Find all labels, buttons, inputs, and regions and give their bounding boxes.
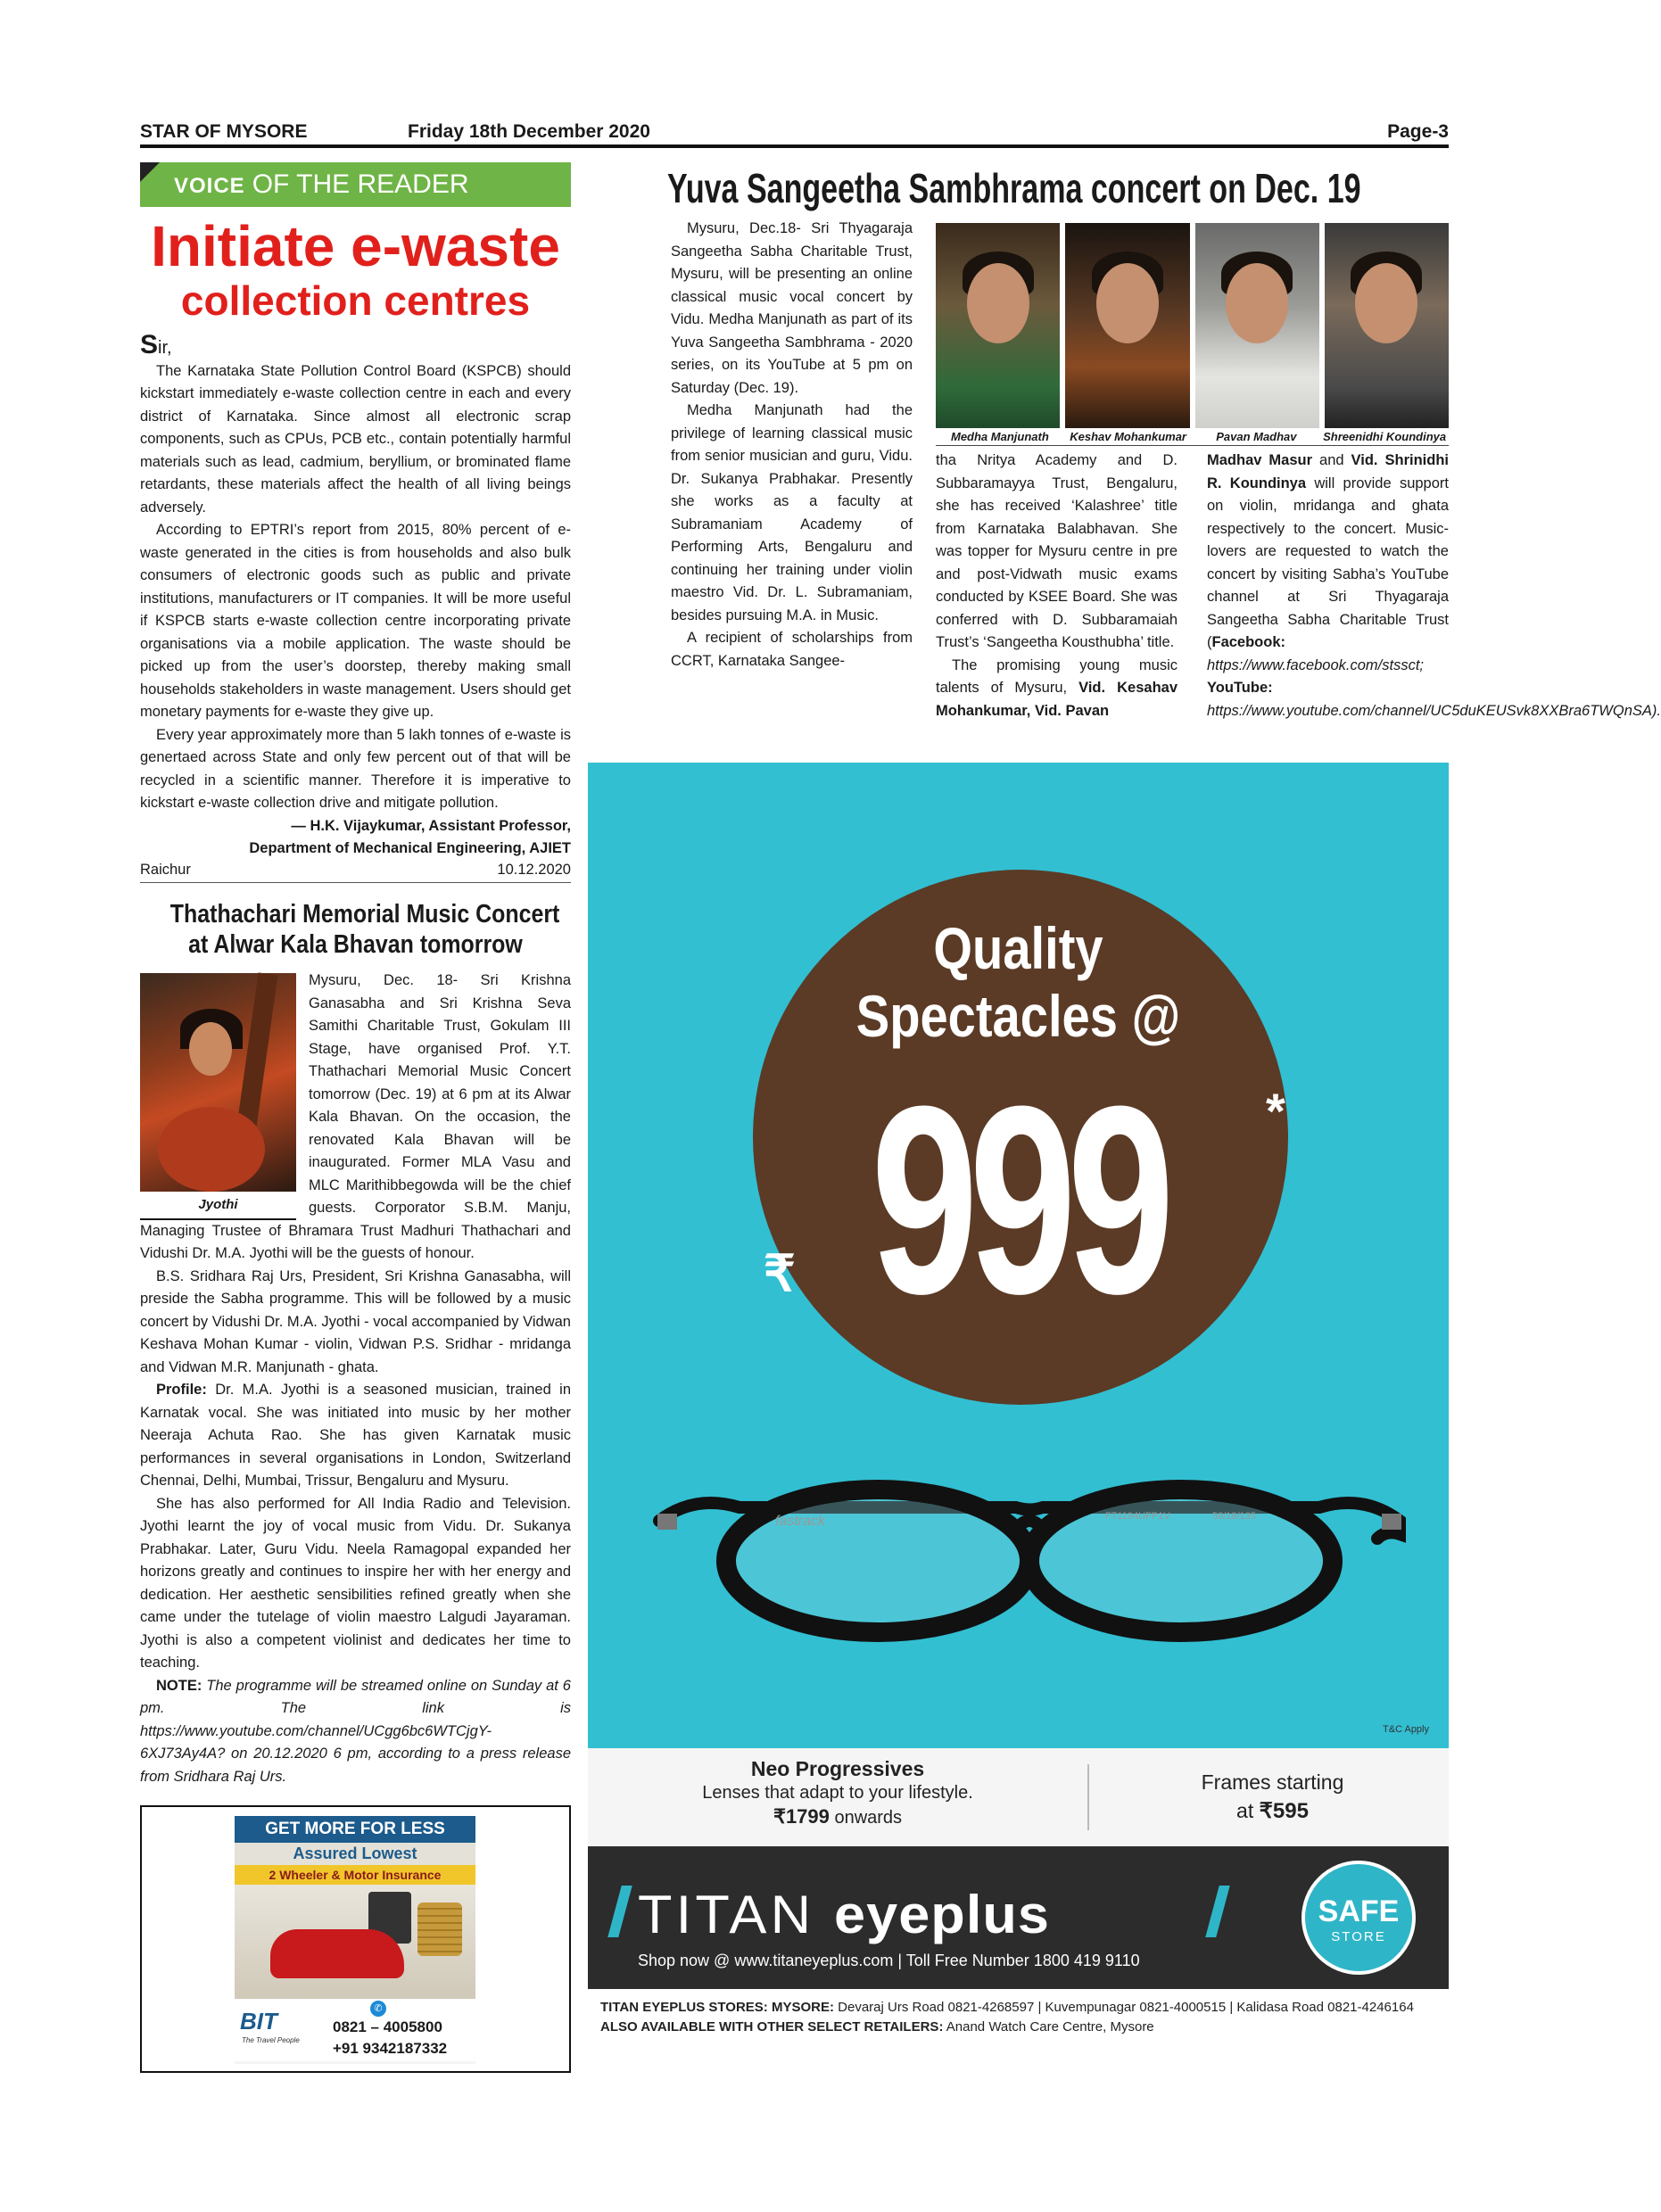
page-number: Page-3 (1387, 121, 1449, 142)
story-paragraph (1207, 450, 1661, 722)
facebook-link[interactable]: https://www.facebook.com/stssct; (1207, 656, 1425, 673)
phone-number-1: 0821 – 4005800 (333, 2018, 442, 2035)
titan-eyeplus-ad (588, 763, 1449, 2047)
ad-line-1: Quality (933, 915, 1103, 981)
tag-rest: OF THE READER (252, 169, 469, 199)
letter-place: Raichur (140, 861, 191, 878)
section-band (140, 162, 571, 207)
story-name: Vid. Shrinidhi R. Koundinya (1207, 452, 1449, 491)
logo-accent-left (607, 1886, 632, 1937)
story-text: and (1312, 452, 1351, 468)
safe-text: SAFE (1318, 1894, 1400, 1928)
letter-date: 10.12.2020 (497, 861, 571, 878)
frames-at: at (1236, 1799, 1260, 1822)
brand-titan: TITAN (638, 1885, 815, 1944)
titan-eyeplus-logo (638, 1884, 1050, 1945)
frame-size-text: 58/18/135 (1212, 1511, 1256, 1522)
caption: Medha Manjunath (950, 430, 1049, 443)
brand-eyeplus: eyeplus (834, 1885, 1050, 1944)
ad-asterisk: * (1266, 1083, 1285, 1139)
insurance-ad-sub2: 2 Wheeler & Motor Insurance (235, 1865, 475, 1885)
salutation-initial: S (140, 330, 159, 359)
story-paragraph (140, 1379, 571, 1493)
note-label: NOTE: (156, 1677, 202, 1694)
note-text: The programme will be streamed online on Sunday at 6 pm. The link is https://www.youtube.com/channel/UCgg6bc6WTCjgY-6XJ73Ay4A? on 20.12.2020 6 pm, according to a press release from Sridhara Raj Urs. (140, 1677, 571, 1785)
yuva-column-2 (936, 450, 1178, 722)
musician-photos (936, 223, 1449, 428)
stores-text: Devaraj Urs Road 0821-4268597 | Kuvempunagar 0821-4000515 | Kalidasa Road 0821-4246164 (833, 2000, 1414, 2015)
jyothi-photo-image (140, 973, 296, 1192)
story-note (140, 1675, 571, 1789)
letter-headline-1: Initiate e-waste (151, 214, 560, 278)
letter-paragraph: Every year approximately more than 5 lakh tonnes of e-waste is genertaed across State and only few percent out of that will be recycled in a scientific manner. Therefore it is imperative to kickstart e-waste collection drive and mitigate pollution. (140, 726, 571, 811)
story-text: will provide support on violin, mridanga and ghata respectively to the concert. Music-lovers are requested to watch the concert by visiting Sabha’s YouTube channel at Sri Thyagaraja Sangeetha Sabha Charitable Trust ( (1207, 475, 1449, 650)
insurance-ad-panel (235, 1816, 475, 2064)
thathachari-body (140, 970, 571, 1788)
photo-caption: Jyothi (140, 1192, 296, 1220)
ad-line-2: Spectacles @ (855, 983, 1181, 1049)
letter-paragraph: According to EPTRI’s report from 2015, 80% percent of e-waste generated in the cities is from households and also bulk consumers of electronic goods such as public and private institutions, manufacturers or IT companies. It will be more useful if KSPCB starts e-waste collection centre incorporating private organisations via a mobile application. The waste should be picked up from the user’s doorstep, thereby making small households stakeholders in waste management. Users should get monetary payments for e-waste they give up. (140, 522, 571, 720)
store-text: STORE (1331, 1929, 1386, 1944)
safe-store-badge (1302, 1861, 1416, 1975)
frames-offer-line-1: Frames starting (1201, 1770, 1344, 1794)
frames-offer-line-2 (1096, 1796, 1449, 1826)
masthead (140, 121, 1449, 148)
youtube-label: YouTube: (1207, 680, 1273, 696)
paper-name: STAR OF MYSORE (140, 121, 308, 142)
insurance-ad-headline: GET MORE FOR LESS (235, 1816, 475, 1843)
ad-store-list (600, 1998, 1439, 2037)
spectacles-image (641, 1458, 1417, 1637)
story-paragraph: B.S. Sridhara Raj Urs, President, Sri Krishna Ganasabha, will preside the Sabha programme. This will be followed by a music concert by Vidushi Dr. M.A. Jyothi - vocal accompanied by Vidwan Keshava Mohan Kumar - violin, Vidwan P.S. Sridhar - mridanga and Vidwan M.R. Manjunath - ghata. (140, 1267, 571, 1375)
story-paragraph: She has also performed for All India Radio and Television. Jyothi learnt the joy of vocal music from Vidu. Dr. Sukanya Prabhakar. Later, Guru Vidu. Neela Ramagopal expanded her horizons greatly and continues to inspire her with her energy and dedication. Her aesthetic sensibilities refined greatly when she came under the tutelage of violin maestro Lalgudi Jayaraman. Jyothi is also a competent violinist and dedicates her time to teaching. (140, 1495, 571, 1671)
profile-label: Profile: (156, 1382, 207, 1399)
offer-price-value: 1799 (785, 1805, 830, 1828)
frame-brand-text: fastrack (775, 1514, 826, 1529)
offer-divider (1087, 1764, 1089, 1830)
phone-icon: ✆ (370, 2001, 386, 2017)
salutation (140, 330, 571, 360)
story-paragraph: Medha Manjunath had the privilege of learning classical music from senior musician and guru, Vidu. Dr. Sukanya Prabhakar. Presently she works as a faculty at Subramaniam Academy of Performing Arts, Bengaluru and continuing her training under violin maestro Vid. Dr. L. Subramaniam, besides pursuing M.A. in Music. (671, 402, 913, 623)
story-names: Vid. Kesahav Mohankumar, Vid. Pavan (936, 680, 1178, 719)
signature-line-1: — H.K. Vijaykumar, Assistant Professor, (291, 817, 571, 834)
ad-price: 999 (871, 1050, 1166, 1349)
photo-pavan-madhav (1195, 223, 1319, 428)
signature-line-2: Department of Mechanical Engineering, AJIET (249, 839, 571, 856)
jyothi-photo (140, 973, 296, 1214)
insurance-ad-sub1: Assured Lowest (235, 1843, 475, 1865)
story-name: Madhav Masur (1207, 452, 1313, 468)
ad-offers-band (588, 1748, 1449, 1846)
ad-rupee-symbol: ₹ (764, 1245, 796, 1301)
story-paragraph (936, 655, 1178, 723)
retailers-label: ALSO AVAILABLE WITH OTHER SELECT RETAILERS: (600, 2019, 944, 2035)
retailers-text: Anand Watch Care Centre, Mysore (943, 2019, 1154, 2035)
coins-icon (417, 1902, 462, 1956)
voice-of-reader-section (140, 162, 571, 1788)
photo-captions (936, 430, 1449, 446)
stores-label: TITAN EYEPLUS STORES: MYSORE: (600, 2000, 834, 2015)
story-text: The promising young music talents of Mysuru, (936, 656, 1178, 696)
frames-offer (1096, 1768, 1449, 1826)
phone-number-2: +91 9342187332 (333, 2040, 448, 2057)
frames-price: ₹595 (1259, 1799, 1309, 1823)
ad-main-panel (588, 763, 1449, 1748)
yuva-column-3 (1207, 450, 1661, 722)
story-paragraph: Mysuru, Dec. 18- Sri Krishna Ganasabha and Sri Krishna Seva Samithi Charitable Trust, Gokulam III Stage, have organised Prof. Y.T. Thathachari Memorial Music Concert tomorrow (Dec. 19) at 6 pm at its Alwar Kala Bhavan. On the occasion, the renovated Kala Bhavan will be inaugurated. Former MLA Vasu and MLC Marithibbegowda will be the chief guests. Corporator S.B.M. Manju, Managing Trustee of Bhramara Trust Madhuri Thathachari and Vidushi Dr. M.A. Jyothi will be the guests of honour. (140, 972, 571, 1262)
tag-small: VOICE (174, 174, 245, 198)
insurance-ad (140, 1805, 571, 2073)
caption: Shreenidhi Koundinya (1323, 430, 1447, 443)
neo-progressives-offer (588, 1757, 1087, 1828)
yuva-headline: Yuva Sangeetha Sambhrama concert on Dec. 19 (667, 165, 1361, 211)
car-icon (270, 1929, 404, 1978)
insurance-ad-image (235, 1885, 475, 1999)
insurance-ad-footer (235, 1999, 475, 2061)
bit-tagline: The Travel People (242, 2036, 300, 2044)
letter-paragraph: The Karnataka State Pollution Control Board (KSPCB) should kickstart immediately e-waste collection centre in each and every district of Karnataka. Since almost all electronic scrap components, such as CPUs, PCB etc., contain potentially harmful materials such as lead, cadmium, beryllium, or brominated flame retardants, these materials affect the health of all living beings adversely. (140, 362, 571, 516)
story-paragraph: tha Nritya Academy and D. Subbaramayya Trust, Bengaluru, she has received ‘Kalashree’ title from Karnataka Balabhavan. She was topper for Mysuru centre in pre and post-Vidwath music exams conducted by KSEE Board. She was conferred with D. Subbaramaiah Trust’s ‘Sangeetha Kousthubha’ title. (936, 452, 1178, 650)
story-paragraph: A recipient of scholarships from CCRT, Karnataka Sangee- (671, 630, 913, 669)
retailers-line (600, 2018, 1439, 2037)
section-tag (174, 169, 469, 200)
letter-place-date (140, 862, 571, 883)
ad-terms: T&C Apply (1383, 1724, 1429, 1735)
photo-keshav-mohankumar (1065, 223, 1189, 428)
thathachari-title-1: Thathachari Memorial Music Concert (169, 899, 560, 929)
letter-headline-2: collection centres (180, 277, 531, 324)
thathachari-title-2: at Alwar Kala Bhavan tomorrow (188, 930, 523, 960)
offer-title: Neo Progressives (750, 1757, 925, 1780)
offer-subtitle: Lenses that adapt to your lifestyle. (702, 1783, 973, 1803)
logo-accent-right (1205, 1886, 1230, 1937)
yuva-column-1 (671, 218, 913, 673)
ad-brand-band (588, 1846, 1449, 1989)
band-corner-decoration (140, 162, 160, 182)
profile-text: Dr. M.A. Jyothi is a seasoned musician, trained in Karnatak vocal. She was initiated into music by her mother Neeraja Achuta Rao. She has given Karnatak music performances in several organisations in London, Switzerland Chennai, Delhi, Mumbai, Trissur, Bengaluru and Mysuru. (140, 1382, 571, 1490)
salutation-rest: ir, (158, 338, 172, 358)
story-paragraph: Mysuru, Dec.18- Sri Thyagaraja Sangeetha Sabha Charitable Trust, Mysuru, will be presenting an online classical music vocal concert by Vidu. Medha Manjunath as part of its Yuva Sangeetha Sambhrama - 2020 series, on its YouTube at 5 pm on Saturday (Dec. 19). (671, 220, 913, 396)
ad-shop-line: Shop now @ www.titaneyeplus.com | Toll Free Number 1800 419 9110 (638, 1952, 1140, 1969)
offer-price (588, 1805, 1087, 1828)
photo-medha-manjunath (936, 223, 1060, 428)
youtube-link[interactable]: https://www.youtube.com/channel/UC5duKEUSvk8XXBra6TWQnSA). (1207, 702, 1661, 719)
photo-shreenidhi-koundinya (1325, 223, 1449, 428)
bit-logo: BIT (240, 2008, 277, 2035)
caption: Keshav Mohankumar (1070, 430, 1186, 443)
facebook-label: Facebook: (1211, 634, 1286, 650)
stores-line (600, 1998, 1439, 2018)
letter-body (140, 330, 571, 815)
caption: Pavan Madhav (1216, 430, 1297, 443)
frame-model-text: FT1194UFP1V (1105, 1511, 1170, 1522)
offer-price-symbol: ₹ (773, 1805, 786, 1828)
offer-price-suffix: onwards (829, 1808, 903, 1828)
issue-date: Friday 18th December 2020 (408, 121, 650, 142)
